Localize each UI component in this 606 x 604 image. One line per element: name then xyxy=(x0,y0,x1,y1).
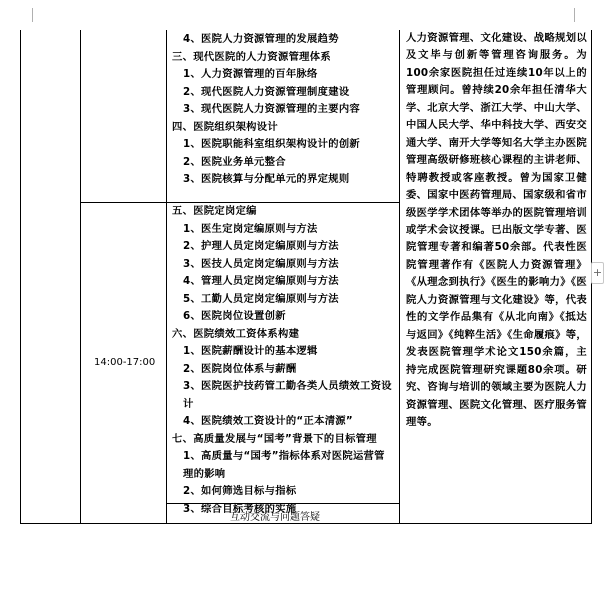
outline-item: 2、如何筛选目标与指标 xyxy=(183,485,297,497)
outline-item: 3、现代医院人力资源管理的主要内容 xyxy=(183,103,361,115)
outline-item: 5、工勤人员定岗定编原则与方法 xyxy=(183,292,339,305)
outline-item: 2、医院业务单元整合 xyxy=(183,155,286,168)
crop-mark-top-left xyxy=(32,8,33,22)
col-divider-1 xyxy=(80,30,81,524)
outline-item: 1、高质量与“国考”指标体系对医院运营管理的影响 xyxy=(183,450,385,480)
section-heading: 三、现代医院的人力资源管理体系 xyxy=(172,50,331,63)
outline-item: 1、人力资源管理的百年脉络 xyxy=(183,68,318,80)
lecturer-bio: 人力资源管理、文化建设、战略规划以及文毕与创新等管理咨询服务。为100余家医院担任过连续10年以上的管理顾问。曾持续20余年担任清华大学、北京大学、浙江大学、中山大学、中国人民大学、华中科技大学、西安交通大学、南开大学等知名大学主办医院管理高级研修班核心课程的主讲老师、特聘教授或客座教授。曾为国家卫健委、国家中医药管理局、国家级和省市级医学学术团体等举办的医院管理培训或学术会议授课。已出版文学专著、医院管理专著和编著50余部。代表性医院管理著作有《医院人力资源管理》《从理念到执行》《医生的影响力》《医院人力资源管理与文化建设》等，代表性的文学作品集有《从北向南》《抵达与返回》《纯粹生活》《生命履痕》等，发表医院管理学术论文150余篇，主持完成医院管理研究课题80余项。研究、咨询与培训的领域主要为医院人力资源管理、医院文化管理、医疗服务管理等。 xyxy=(406,32,587,428)
outline-item: 1、医生定岗定编原则与方法 xyxy=(183,222,318,235)
table-border-bottom xyxy=(20,523,592,524)
course-outline-block-2 xyxy=(167,203,399,515)
section-heading: 六、医院绩效工资体系构建 xyxy=(172,327,300,340)
table-border-left xyxy=(20,30,21,524)
outline-item: 6、医院岗位设置创新 xyxy=(183,310,286,322)
section-heading: 四、医院组织架构设计 xyxy=(172,120,278,133)
outline-item: 3、综合目标考核的实施 xyxy=(183,502,297,515)
time-slot: 14:00-17:00 xyxy=(94,357,156,368)
crop-mark-top-right xyxy=(574,8,575,22)
course-outline-block-1 xyxy=(167,31,399,202)
outline-item: 3、医院医护技药管工勤各类人员绩效工资设计 xyxy=(183,380,392,410)
section-heading: 五、医院定岗定编 xyxy=(172,205,257,217)
outline-item: 4、管理人员定岗定编原则与方法 xyxy=(183,275,339,287)
expand-plus-icon[interactable]: + xyxy=(591,262,604,284)
schedule-table xyxy=(20,30,592,524)
outline-item: 2、医院岗位体系与薪酬 xyxy=(183,362,297,375)
outline-item: 3、医技人员定岗定编原则与方法 xyxy=(183,257,339,270)
outline-item: 4、医院绩效工资设计的“正本清源” xyxy=(183,415,353,427)
section-heading: 七、高质量发展与“国考”背景下的目标管理 xyxy=(172,432,377,445)
outline-item: 2、护理人员定岗定编原则与方法 xyxy=(183,240,339,252)
outline-item: 2、现代医院人力资源管理制度建设 xyxy=(183,85,350,98)
qa-session-label: 互动交流与问题答疑 xyxy=(230,512,320,523)
outline-item: 3、医院核算与分配单元的界定规则 xyxy=(183,173,350,185)
outline-item: 1、医院薪酬设计的基本逻辑 xyxy=(183,345,318,357)
outline-item: 4、医院人力资源管理的发展趋势 xyxy=(183,33,339,45)
outline-item: 1、医院职能科室组织架构设计的创新 xyxy=(183,138,361,150)
